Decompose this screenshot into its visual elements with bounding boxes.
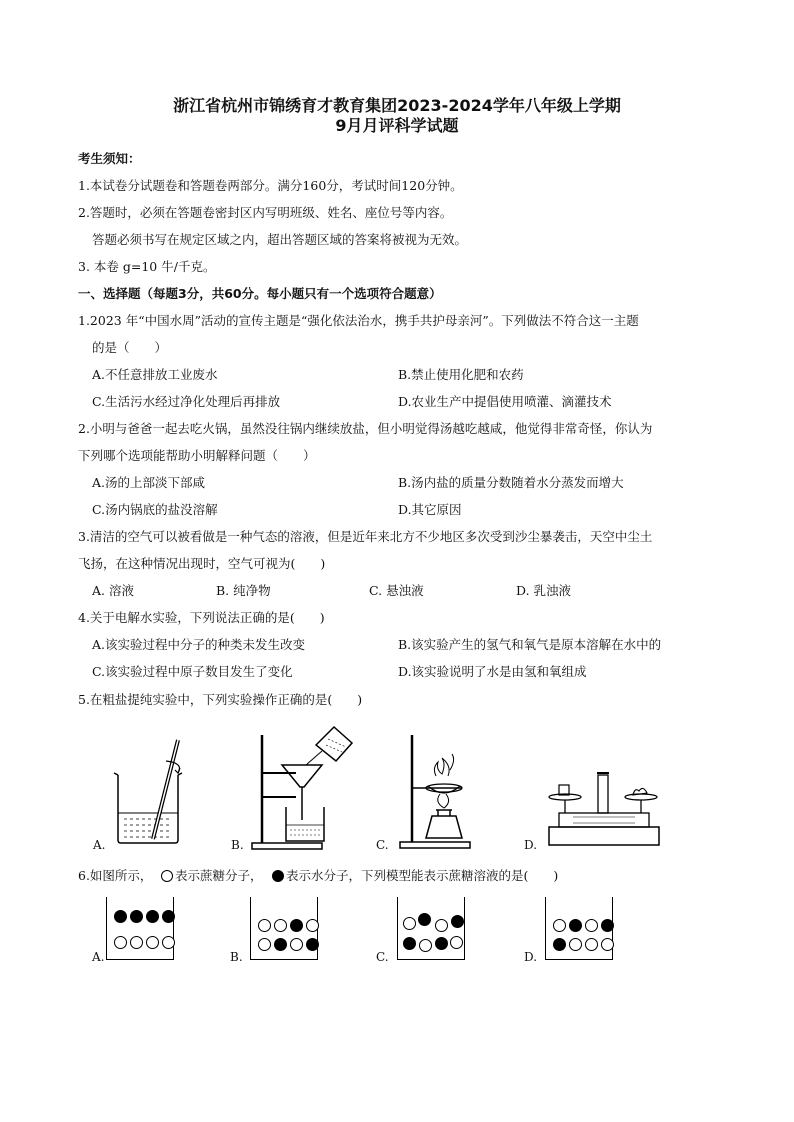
sugar-molecule-icon bbox=[130, 936, 143, 949]
q1-stem-cont: 的是（ ） bbox=[92, 340, 168, 355]
q6-model-a bbox=[106, 897, 174, 960]
water-molecule-icon bbox=[601, 919, 614, 932]
q5-label-a: A. bbox=[93, 838, 106, 852]
q4-option-c: C.该实验过程中原子数目发生了变化 bbox=[92, 664, 293, 679]
q5-figure-a-stirring-beaker bbox=[108, 735, 198, 845]
q1-option-c: C.生活污水经过净化处理后再排放 bbox=[92, 394, 281, 409]
q3-option-d: D. 乳浊液 bbox=[516, 583, 572, 598]
sugar-molecule-icon bbox=[435, 919, 448, 932]
exam-title-line2: 9月月评科学试题 bbox=[335, 116, 459, 135]
q4-option-d: D.该实验说明了水是由氢和氧组成 bbox=[398, 664, 587, 679]
water-molecule-icon bbox=[130, 910, 143, 923]
sugar-molecule-icon bbox=[569, 938, 582, 951]
water-molecule-icon bbox=[306, 938, 319, 951]
sugar-molecule-icon bbox=[162, 936, 175, 949]
sugar-molecule-icon bbox=[306, 919, 319, 932]
q6-model-b bbox=[250, 897, 318, 960]
q5-label-c: C. bbox=[376, 838, 389, 852]
water-molecule-icon bbox=[146, 910, 159, 923]
section-1-heading: 一、选择题（每题3分，共60分。每小题只有一个选项符合题意） bbox=[78, 286, 442, 301]
q6-label-d: D. bbox=[524, 950, 538, 964]
q6-model-d bbox=[545, 897, 613, 960]
water-molecule-icon bbox=[435, 937, 448, 950]
sugar-molecule-icon bbox=[146, 936, 159, 949]
water-molecule-icon bbox=[418, 913, 431, 926]
q2-option-c: C.汤内锅底的盐没溶解 bbox=[92, 502, 218, 517]
q2-option-b: B.汤内盐的质量分数随着水分蒸发而增大 bbox=[398, 475, 624, 490]
sugar-molecule-icon bbox=[258, 938, 271, 951]
q1-option-d: D.农业生产中提倡使用喷灌、滴灌技术 bbox=[398, 394, 612, 409]
water-molecule-icon bbox=[403, 937, 416, 950]
water-molecule-icon bbox=[569, 919, 582, 932]
sugar-molecule-icon bbox=[419, 939, 432, 952]
q2-option-d: D.其它原因 bbox=[398, 502, 462, 517]
sugar-molecule-legend-icon bbox=[161, 870, 173, 882]
q2-stem: 2.小明与爸爸一起去吃火锅，虽然没往锅内继续放盐，但小明觉得汤越吃越咸，他觉得非常奇怪，你认为 bbox=[78, 421, 653, 436]
q1-option-b: B.禁止使用化肥和农药 bbox=[398, 367, 524, 382]
q4-option-b: B.该实验产生的氢气和氧气是原本溶解在水中的 bbox=[398, 637, 662, 652]
sugar-molecule-icon bbox=[403, 917, 416, 930]
sugar-molecule-icon bbox=[290, 938, 303, 951]
water-molecule-legend-icon bbox=[272, 870, 284, 882]
sugar-molecule-icon bbox=[114, 936, 127, 949]
water-molecule-icon bbox=[162, 910, 175, 923]
water-molecule-icon bbox=[290, 919, 303, 932]
sugar-molecule-icon bbox=[274, 919, 287, 932]
exam-title-line1: 浙江省杭州市锦绣育才教育集团2023-2024学年八年级上学期 bbox=[173, 96, 621, 115]
sugar-molecule-icon bbox=[553, 919, 566, 932]
water-molecule-icon bbox=[114, 910, 127, 923]
q6-label-a: A. bbox=[92, 950, 105, 964]
q5-figure-b-filtration bbox=[246, 725, 356, 850]
sugar-molecule-icon bbox=[450, 936, 463, 949]
q5-stem: 5.在粗盐提纯实验中，下列实验操作正确的是( ) bbox=[78, 692, 363, 707]
q4-stem: 4.关于电解水实验，下列说法正确的是( ) bbox=[78, 610, 325, 625]
q5-figure-c-evaporation bbox=[392, 730, 482, 850]
notice-item-2: 2.答题时，必须在答题卷密封区内写明班级、姓名、座位号等内容。 bbox=[78, 205, 453, 220]
q6-stem-part3: 表示水分子，下列模型能表示蔗糖溶液的是( ) bbox=[286, 868, 559, 883]
q6-stem-part1: 6.如图所示， bbox=[78, 868, 153, 883]
q2-stem-cont: 下列哪个选项能帮助小明解释问题（ ） bbox=[78, 448, 316, 463]
q2-option-a: A.汤的上部淡下部咸 bbox=[92, 475, 206, 490]
water-molecule-icon bbox=[451, 915, 464, 928]
q6-model-c bbox=[397, 897, 465, 960]
q5-label-d: D. bbox=[524, 838, 538, 852]
notice-item-2-cont: 答题必须书写在规定区域之内，超出答题区域的答案将被视为无效。 bbox=[92, 232, 468, 247]
q1-option-a: A.不任意排放工业废水 bbox=[92, 367, 218, 382]
sugar-molecule-icon bbox=[585, 938, 598, 951]
q6-stem-part2: 表示蔗糖分子， bbox=[175, 868, 263, 883]
q5-figure-d-balance bbox=[543, 765, 663, 850]
sugar-molecule-icon bbox=[601, 938, 614, 951]
q6-label-c: C. bbox=[376, 950, 389, 964]
q3-option-c: C. 悬浊液 bbox=[369, 583, 424, 598]
sugar-molecule-icon bbox=[585, 919, 598, 932]
notice-item-1: 1.本试卷分试题卷和答题卷两部分。满分160分，考试时间120分钟。 bbox=[78, 178, 463, 193]
q4-option-a: A.该实验过程中分子的种类未发生改变 bbox=[92, 637, 306, 652]
q3-stem: 3.清洁的空气可以被看做是一种气态的溶液，但是近年来北方不少地区多次受到沙尘暴袭击，天空中尘土 bbox=[78, 529, 653, 544]
q1-stem: 1.2023 年“中国水周”活动的宣传主题是“强化依法治水，携手共护母亲河”。下列做法不符合这一主题 bbox=[78, 313, 639, 328]
notice-item-3: 3. 本卷 g=10 牛/千克。 bbox=[78, 259, 216, 274]
sugar-molecule-icon bbox=[258, 919, 271, 932]
water-molecule-icon bbox=[274, 938, 287, 951]
q5-label-b: B. bbox=[231, 838, 244, 852]
q3-stem-cont: 飞扬，在这种情况出现时，空气可视为( ) bbox=[78, 556, 326, 571]
notice-heading: 考生须知： bbox=[78, 151, 141, 166]
q3-option-a: A. 溶液 bbox=[92, 583, 134, 598]
water-molecule-icon bbox=[553, 938, 566, 951]
q3-option-b: B. 纯净物 bbox=[216, 583, 271, 598]
q6-label-b: B. bbox=[230, 950, 243, 964]
